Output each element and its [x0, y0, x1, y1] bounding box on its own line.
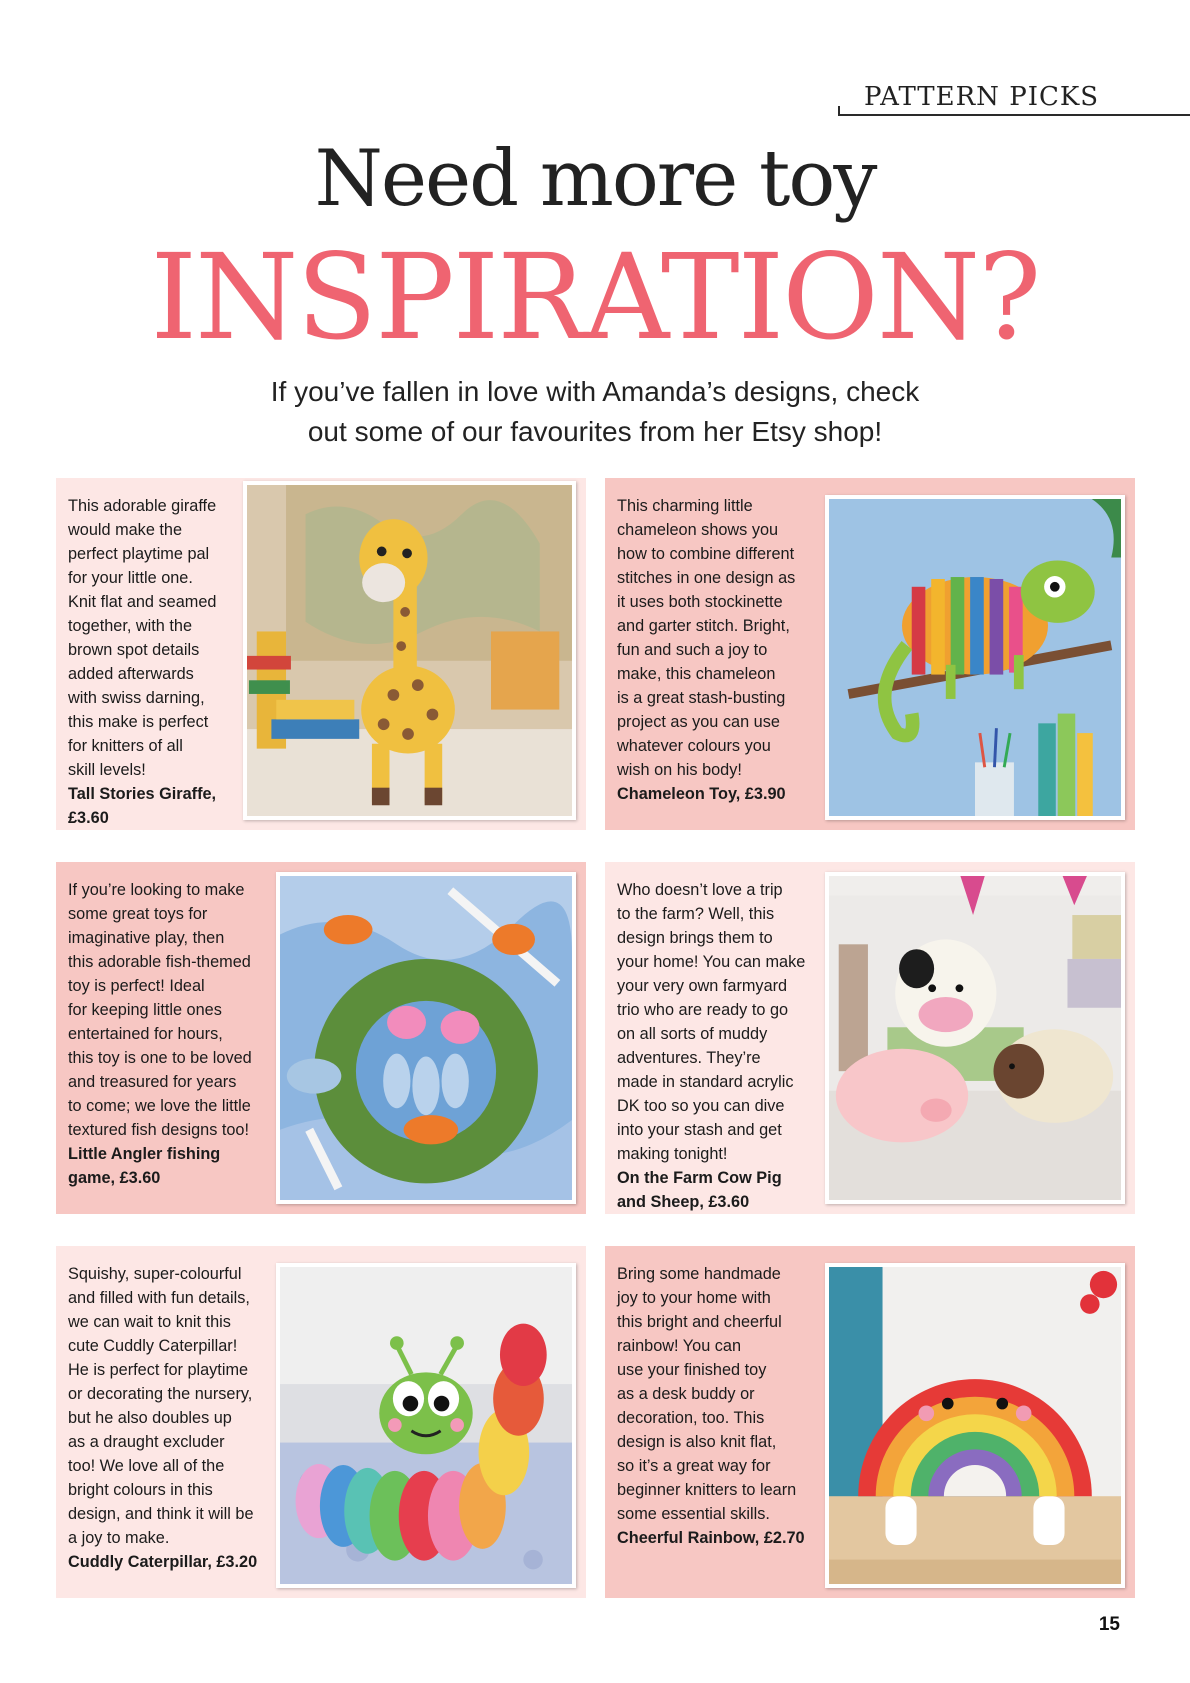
headline-line-1: Need more toy — [314, 134, 876, 224]
card-product-name: Chameleon Toy, £3.90 — [617, 785, 786, 803]
card-description: This charming little chameleon shows you how to combine different stitches in one design as it uses both stockinette and garter stitch. Bright, fun and such a joy to make, this chameleon is a great stash-busting project as you can use whatever colours you wish on his body! — [617, 497, 796, 779]
section-tag-label: PATTERN PICKS — [864, 82, 1100, 112]
card-rainbow — [605, 1246, 1135, 1598]
card-text — [68, 494, 216, 830]
photo-caterpillar — [276, 1263, 576, 1588]
photo-giraffe — [243, 481, 576, 820]
card-product-name: Cuddly Caterpillar, £3.20 — [68, 1553, 258, 1571]
card-text — [617, 494, 795, 806]
section-tag — [838, 82, 1190, 116]
card-farm-animals — [605, 862, 1135, 1214]
card-description: This adorable giraffe would make the perfect playtime pal for your little one. Knit flat and seamed together, with the brown spot details added afterwards with swiss darning, this make is perfect for knitters of all skill levels! — [68, 497, 217, 779]
standfirst-line-1: If you’ve fallen in love with Amanda’s designs, check — [270, 376, 920, 407]
card-text — [68, 878, 252, 1190]
card-product-name: Tall Stories Giraffe, £3.60 — [68, 785, 217, 827]
card-description: Who doesn’t love a trip to the farm? Well, this design brings them to your home! You can make your very own farmyard trio who are ready to go on all sorts of muddy adventures. They’re made in standard acrylic DK too so you can dive into your stash and get making tonight! — [617, 881, 806, 1163]
card-fishing-game — [56, 862, 586, 1214]
photo-fishing-game — [276, 872, 576, 1204]
page-number: 15 — [1098, 1614, 1120, 1635]
card-text — [68, 1262, 257, 1574]
card-caterpillar — [56, 1246, 586, 1598]
card-text — [617, 1262, 805, 1550]
card-description: Squishy, super-colourful and filled with fun details, we can wait to knit this cute Cuddly Caterpillar! He is perfect for playtime or decorating the nursery, but he also doubles up as a draught excluder too! We love all of the bright colours in this design, and think it will be a joy to make. — [68, 1265, 254, 1547]
card-product-name: On the Farm Cow Pig and Sheep, £3.60 — [617, 1169, 782, 1211]
photo-rainbow — [825, 1263, 1125, 1588]
standfirst-line-2: out some of our favourites from her Etsy shop! — [307, 416, 883, 447]
fishing-game-illustration — [280, 876, 572, 1200]
card-description: Bring some handmade joy to your home with this bright and cheerful rainbow! You can use your finished toy as a desk buddy or decoration, too. This design is also knit flat, so it’s a great way for beginner knitters to learn some essential skills. — [617, 1265, 797, 1523]
card-product-name: Little Angler fishing game, £3.60 — [68, 1145, 221, 1187]
giraffe-illustration — [247, 485, 572, 816]
chameleon-illustration — [829, 499, 1121, 816]
photo-farm-animals — [825, 872, 1125, 1204]
farm-animals-illustration — [829, 876, 1121, 1200]
card-description: If you’re looking to make some great toys for imaginative play, then this adorable fish-themed toy is perfect! Ideal for keeping little ones entertained for hours, this toy is one to be loved and treasured for years to come; we love the little textured fish designs too! — [68, 881, 252, 1139]
standfirst — [0, 372, 1190, 452]
card-giraffe — [56, 478, 586, 830]
card-text — [617, 878, 805, 1214]
caterpillar-illustration — [280, 1267, 572, 1584]
card-product-name: Cheerful Rainbow, £2.70 — [617, 1529, 805, 1547]
card-chameleon — [605, 478, 1135, 830]
photo-chameleon — [825, 495, 1125, 820]
headline-line-2: INSPIRATION? — [150, 228, 1040, 366]
section-tag-tick — [838, 106, 840, 116]
rainbow-illustration — [829, 1267, 1121, 1584]
